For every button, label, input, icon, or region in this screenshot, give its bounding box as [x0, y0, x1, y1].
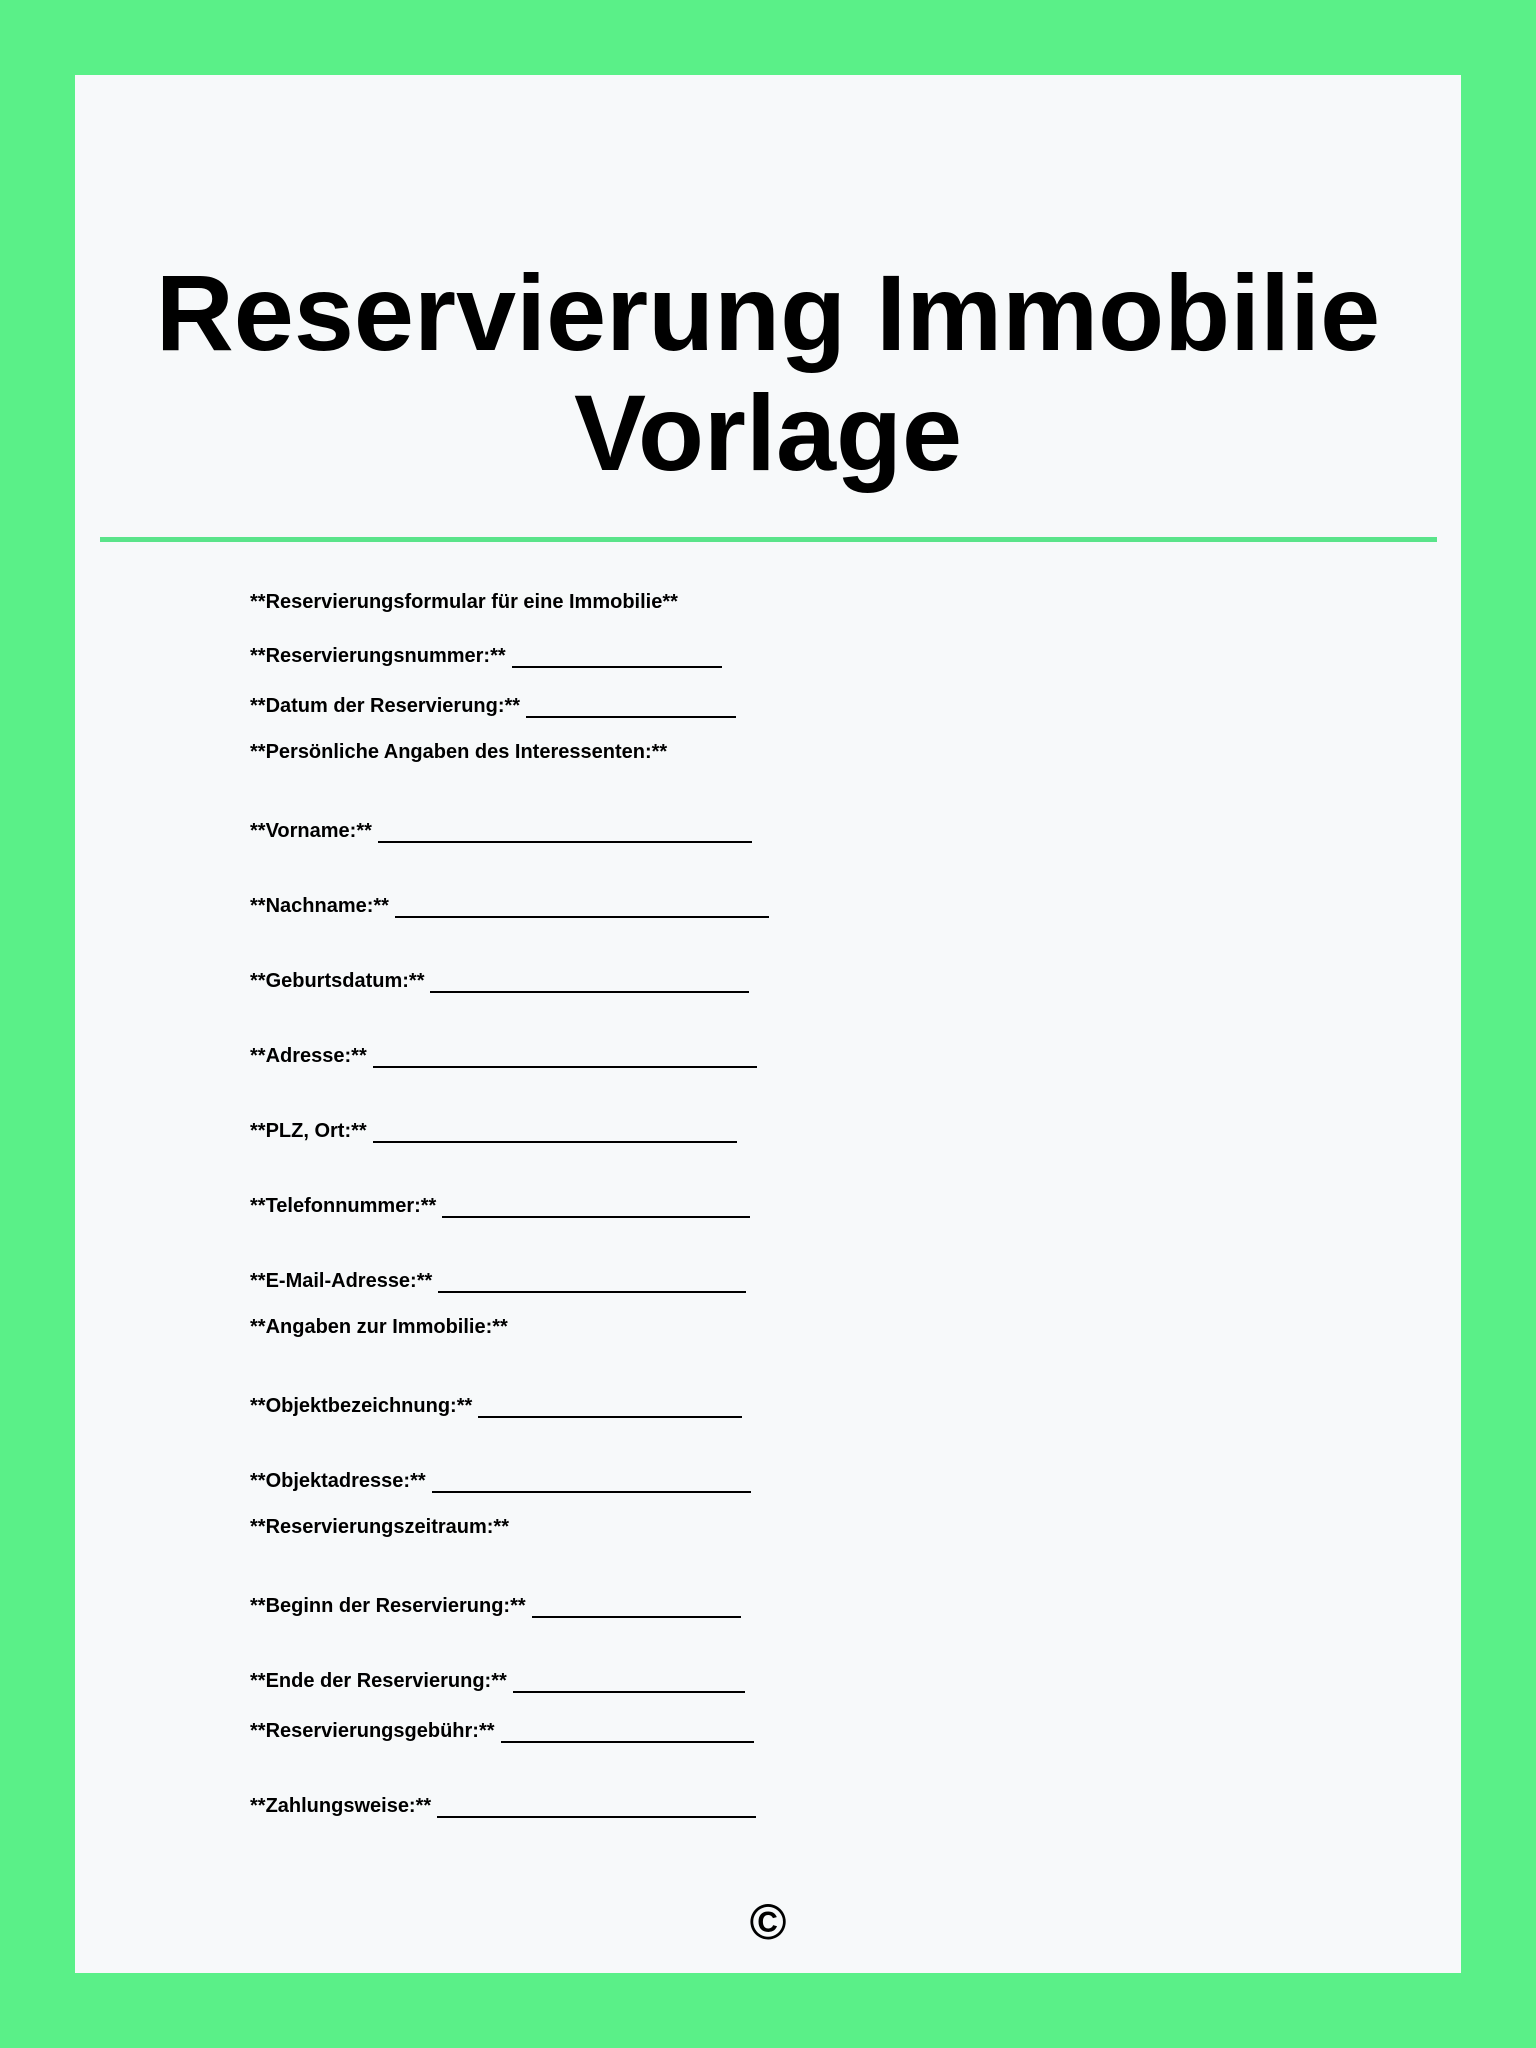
gebuehr-label: **Reservierungsgebühr:**: [250, 1720, 495, 1742]
nachname-blank[interactable]: [395, 896, 769, 918]
adresse-blank[interactable]: [373, 1046, 757, 1068]
ende-blank[interactable]: [513, 1671, 745, 1693]
objektadresse-row: [250, 1465, 751, 1493]
geburtsdatum-blank[interactable]: [430, 971, 749, 993]
beginn-label: **Beginn der Reservierung:**: [250, 1595, 526, 1617]
copyright-icon: ©: [749, 1894, 787, 1950]
ende-label: **Ende der Reservierung:**: [250, 1670, 507, 1692]
persoenliche-angaben-heading: [250, 740, 667, 764]
reservierungsnummer-label: **Reservierungsnummer:**: [250, 645, 506, 667]
geburtsdatum-row: [250, 965, 749, 993]
vorname-blank[interactable]: [378, 821, 752, 843]
email-blank[interactable]: [438, 1271, 746, 1293]
zeitraum-heading: [250, 1515, 509, 1539]
beginn-row: [250, 1590, 741, 1618]
plz-ort-label: **PLZ, Ort:**: [250, 1120, 367, 1142]
adresse-row: [250, 1040, 757, 1068]
persoenliche-angaben-label: **Persönliche Angaben des Interessenten:**: [250, 741, 668, 763]
adresse-label: **Adresse:**: [250, 1045, 367, 1067]
page-title: [75, 253, 1461, 493]
title-line-1: Reservierung Immobilie: [155, 252, 1381, 373]
telefon-label: **Telefonnummer:**: [250, 1195, 437, 1217]
angaben-immobilie-label: **Angaben zur Immobilie:**: [250, 1316, 508, 1338]
zahlungsweise-label: **Zahlungsweise:**: [250, 1795, 432, 1817]
geburtsdatum-label: **Geburtsdatum:**: [250, 970, 425, 992]
title-divider: [100, 537, 1437, 542]
nachname-label: **Nachname:**: [250, 895, 389, 917]
title-line-2: Vorlage: [573, 372, 963, 493]
datum-label: **Datum der Reservierung:**: [250, 695, 521, 717]
telefon-blank[interactable]: [442, 1196, 750, 1218]
objektadresse-label: **Objektadresse:**: [250, 1470, 426, 1492]
form-heading: [250, 590, 678, 614]
reservierungsnummer-blank[interactable]: [512, 646, 722, 668]
objektbezeichnung-blank[interactable]: [478, 1396, 742, 1418]
telefon-row: [250, 1190, 750, 1218]
zeitraum-label: **Reservierungszeitraum:**: [250, 1516, 509, 1538]
objektbezeichnung-row: [250, 1390, 742, 1418]
beginn-blank[interactable]: [532, 1596, 741, 1618]
zahlungsweise-row: [250, 1790, 756, 1818]
document-page: [75, 75, 1461, 1973]
angaben-immobilie-heading: [250, 1315, 508, 1339]
form-heading-label: **Reservierungsformular für eine Immobilie**: [250, 591, 678, 613]
zahlungsweise-blank[interactable]: [437, 1796, 756, 1818]
reservierungsnummer-row: [250, 640, 722, 668]
objektbezeichnung-label: **Objektbezeichnung:**: [250, 1395, 473, 1417]
email-label: **E-Mail-Adresse:**: [250, 1270, 433, 1292]
datum-row: [250, 690, 736, 718]
nachname-row: [250, 890, 769, 918]
objektadresse-blank[interactable]: [432, 1471, 751, 1493]
vorname-label: **Vorname:**: [250, 820, 372, 842]
plz-ort-blank[interactable]: [373, 1121, 737, 1143]
vorname-row: [250, 815, 752, 843]
datum-blank[interactable]: [526, 696, 736, 718]
ende-row: [250, 1665, 745, 1693]
plz-ort-row: [250, 1115, 737, 1143]
gebuehr-row: [250, 1715, 754, 1743]
gebuehr-blank[interactable]: [501, 1721, 754, 1743]
email-row: [250, 1265, 746, 1293]
